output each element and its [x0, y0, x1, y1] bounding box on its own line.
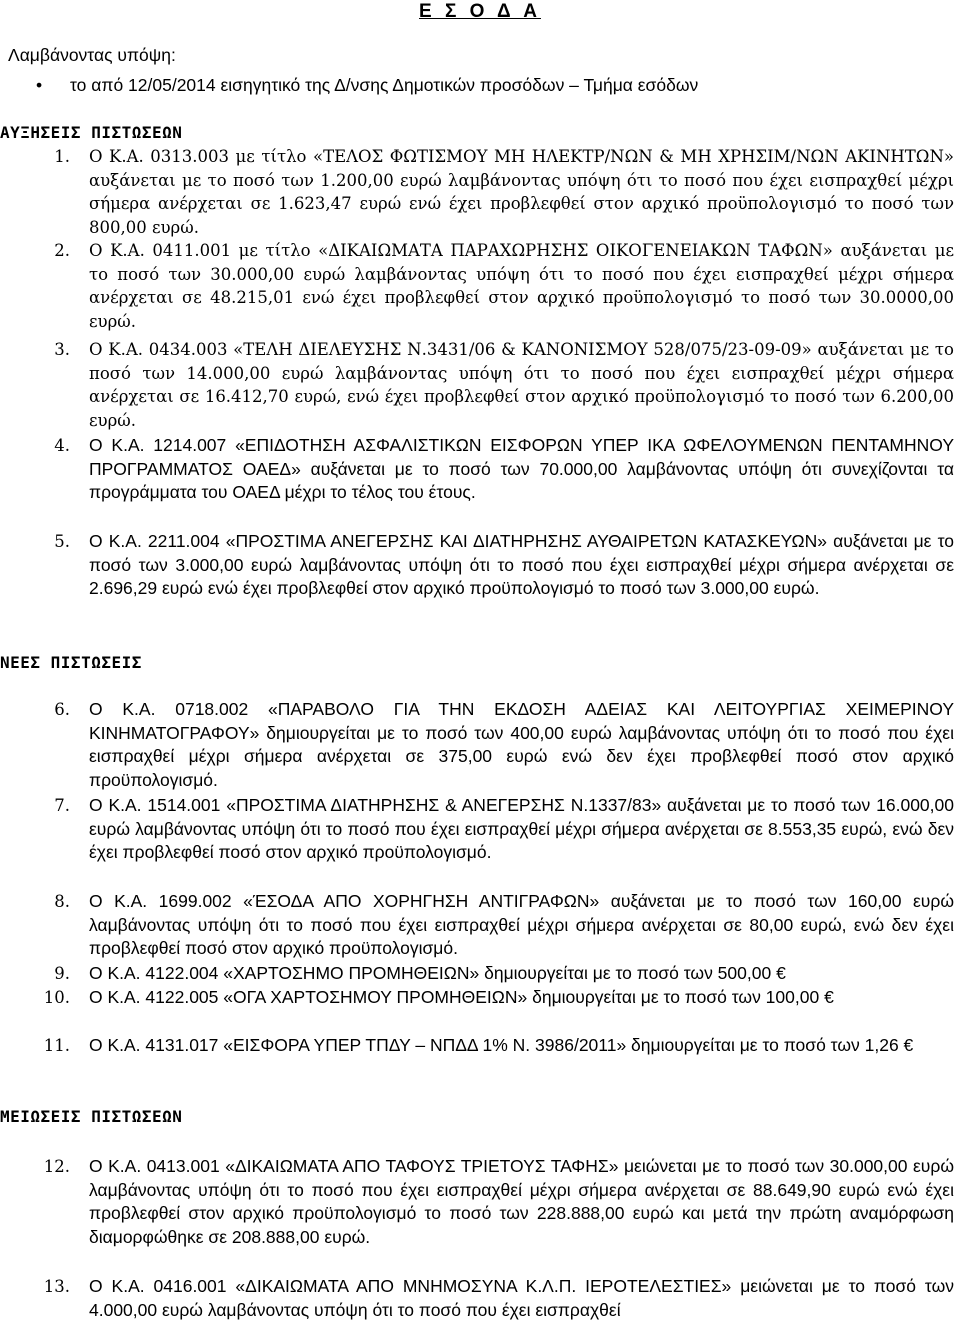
item-number: 4.	[54, 436, 70, 455]
item-number: 9.	[54, 964, 70, 983]
section-heading-increases: ΑΥΞΗΣΕΙΣ ΠΙΣΤΩΣΕΩΝ	[0, 123, 183, 142]
document-title: Ε Σ Ο Δ Α	[419, 1, 541, 22]
item-text: Ο Κ.Α. 1514.001 «ΠΡΟΣΤΙΜΑ ΔΙΑΤΗΡΗΣΗΣ & ΑΝΕΓΕΡΣΗΣ Ν.1337/83» αυξάνεται με το ποσό των 16.000,00 ευρώ λαμβάνοντας υπόψη ότι το ποσό που έχει εισπραχθεί μέχρι σήμερα ανέρχεται σε 8.553,35 ευρώ, ενώ δεν έχει προβλεφθεί ποσό στον αρχικό προϋπολογισμό.	[89, 795, 954, 862]
item-number: 3.	[54, 340, 70, 359]
item-number: 13.	[43, 1277, 70, 1296]
item-text: Ο Κ.Α. 0313.003 με τίτλο «ΤΕΛΟΣ ΦΩΤΙΣΜΟΥ ΜΗ ΗΛΕΚΤΡ/ΝΩΝ & ΜΗ ΧΡΗΣΙΜ/ΝΩΝ ΑΚΙΝΗΤΩΝ» αυξάνεται με το ποσό των 1.200,00 ευρώ λαμβάνοντας υπόψη ότι το ποσό που έχει εισπραχθεί μέχρι σήμερα ανέρχεται σε 1.623,47 ευρώ ενώ έχει προβλεφθεί στον αρχικό προϋπολογισμό το ποσό των 800,00 ευρώ.	[89, 147, 954, 237]
item-text: Ο Κ.Α. 0413.001 «ΔΙΚΑΙΩΜΑΤΑ ΑΠΟ ΤΑΦΟΥΣ ΤΡΙΕΤΟΥΣ ΤΑΦΗΣ» μειώνεται με το ποσό των 30.000,00 ευρώ λαμβάνοντας υπόψη ότι το ποσό που έχει εισπραχθεί μέχρι σήμερα ανέρχεται σε 88.649,90 ευρώ ενώ έχει προβλεφθεί στον αρχικό προϋπολογισμό το ποσό των 228.888,00 ευρώ και μετά την πρώτη αναμόρφωση διαμορφώθηκε σε 208.888,00 ευρώ.	[89, 1156, 954, 1247]
item-number: 12.	[43, 1157, 70, 1176]
item-number: 1.	[54, 147, 70, 166]
bullet-dot-icon: •	[36, 75, 43, 95]
section-heading-decreases: ΜΕΙΩΣΕΙΣ ΠΙΣΤΩΣΕΩΝ	[0, 1107, 183, 1126]
item-number: 10.	[43, 988, 70, 1007]
intro-text: Λαμβάνοντας υπόψη:	[8, 45, 176, 65]
item-number: 8.	[54, 892, 70, 911]
item-text: Ο Κ.Α. 4122.004 «ΧΑΡΤΟΣΗΜΟ ΠΡΟΜΗΘΕΙΩΝ» δημιουργείται με το ποσό των 500,00 €	[89, 963, 786, 983]
item-text: Ο Κ.Α. 1214.007 «ΕΠΙΔΟΤΗΣΗ ΑΣΦΑΛΙΣΤΙΚΩΝ ΕΙΣΦΟΡΩΝ ΥΠΕΡ ΙΚΑ ΩΦΕΛΟΥΜΕΝΩΝ ΠΕΝΤΑΜΗΝΟΥ ΠΡΟΓΡΑΜΜΑΤΟΣ ΟΑΕΔ» αυξάνεται με το ποσό των 70.000,00 λαμβάνοντας υπόψη ότι συνεχίζονται τα προγράμματα του ΟΑΕΔ μέχρι το τέλος του έτους.	[89, 435, 954, 502]
item-text: Ο Κ.Α. 0416.001 «ΔΙΚΑΙΩΜΑΤΑ ΑΠΟ ΜΝΗΜΟΣΥΝΑ Κ.Λ.Π. ΙΕΡΟΤΕΛΕΣΤΙΕΣ» μειώνεται με το ποσό των 4.000,00 ευρώ λαμβάνοντας υπόψη ότι το ποσό που έχει εισπραχθεί	[89, 1276, 954, 1320]
item-text: Ο Κ.Α. 0434.003 «ΤΕΛΗ ΔΙΕΛΕΥΣΗΣ Ν.3431/06 & ΚΑΝΟΝΙΣΜΟΥ 528/075/23-09-09» αυξάνεται με το ποσό των 14.000,00 ευρώ λαμβάνοντας υπόψη ότι το ποσό που έχει εισπραχθεί μέχρι σήμερα ανέρχεται σε 16.412,70 ευρώ, ενώ έχει προβλεφθεί στον αρχικό προϋπολογισμό το ποσό των 6.200,00 ευρώ.	[89, 340, 954, 430]
item-text: Ο Κ.Α. 1699.002 «ΈΣΟΔΑ ΑΠΟ ΧΟΡΗΓΗΣΗ ΑΝΤΙΓΡΑΦΩΝ» αυξάνεται με το ποσό των 160,00 ευρώ λαμβάνοντας υπόψη ότι το ποσό που έχει εισπραχθεί μέχρι σήμερα ανέρχεται σε 80,00 ευρώ, ενώ δεν έχει προβλεφθεί ποσό στον αρχικό προϋπολογισμό.	[89, 891, 954, 958]
item-number: 7.	[54, 796, 70, 815]
item-text: Ο Κ.Α. 2211.004 «ΠΡΟΣΤΙΜΑ ΑΝΕΓΕΡΣΗΣ ΚΑΙ ΔΙΑΤΗΡΗΣΗΣ ΑΥΘΑΙΡΕΤΩΝ ΚΑΤΑΣΚΕΥΩΝ» αυξάνεται με το ποσό των 3.000,00 ευρώ λαμβάνοντας υπόψη ότι το ποσό που έχει εισπραχθεί μέχρι σήμερα ανέρχεται σε 2.696,29 ευρώ ενώ έχει προβλεφθεί στον αρχικό προϋπολογισμό το ποσό των 3.000,00 ευρώ.	[89, 531, 954, 598]
item-text: Ο Κ.Α. 4122.005 «ΟΓΑ ΧΑΡΤΟΣΗΜΟΥ ΠΡΟΜΗΘΕΙΩΝ» δημιουργείται με το ποσό των 100,00 €	[89, 987, 834, 1007]
item-number: 11.	[43, 1036, 70, 1055]
item-text: Ο Κ.Α. 4131.017 «ΕΙΣΦΟΡΑ ΥΠΕΡ ΤΠΔΥ – ΝΠΔΔ 1% Ν. 3986/2011» δημιουργείται με το ποσό των 1,26 €	[89, 1035, 914, 1055]
item-number: 2.	[54, 241, 70, 260]
item-number: 6.	[54, 700, 70, 719]
item-text: Ο Κ.Α. 0411.001 με τίτλο «ΔΙΚΑΙΩΜΑΤΑ ΠΑΡΑΧΩΡΗΣΗΣ ΟΙΚΟΓΕΝΕΙΑΚΩΝ ΤΑΦΩΝ» αυξάνεται με το ποσό των 30.000,00 ευρώ λαμβάνοντας υπόψη ότι το ποσό που έχει εισπραχθεί μέχρι σήμερα ανέρχεται σε 48.215,01 ενώ έχει προβλεφθεί στον αρχικό προϋπολογισμό το ποσό των 30.0000,00 ευρώ.	[89, 241, 954, 331]
item-number: 5.	[54, 532, 70, 551]
bullet-text: το από 12/05/2014 εισηγητικό της Δ/νσης Δημοτικών προσόδων – Τμήμα εσόδων	[70, 75, 699, 95]
item-text: Ο Κ.Α. 0718.002 «ΠΑΡΑΒΟΛΟ ΓΙΑ ΤΗΝ ΕΚΔΟΣΗ ΑΔΕΙΑΣ ΚΑΙ ΛΕΙΤΟΥΡΓΙΑΣ ΧΕΙΜΕΡΙΝΟΥ ΚΙΝΗΜΑΤΟΓΡΑΦΟΥ» δημιουργείται με το ποσό των 400,00 ευρώ λαμβάνοντας υπόψη ότι το ποσό που έχει εισπραχθεί μέχρι σήμερα ανέρχεται σε 375,00 ευρώ ενώ δεν έχει προβλεφθεί ποσό στον αρχικό προϋπολογισμό.	[89, 699, 954, 790]
section-heading-new: ΝΕΕΣ ΠΙΣΤΩΣΕΙΣ	[0, 653, 142, 672]
